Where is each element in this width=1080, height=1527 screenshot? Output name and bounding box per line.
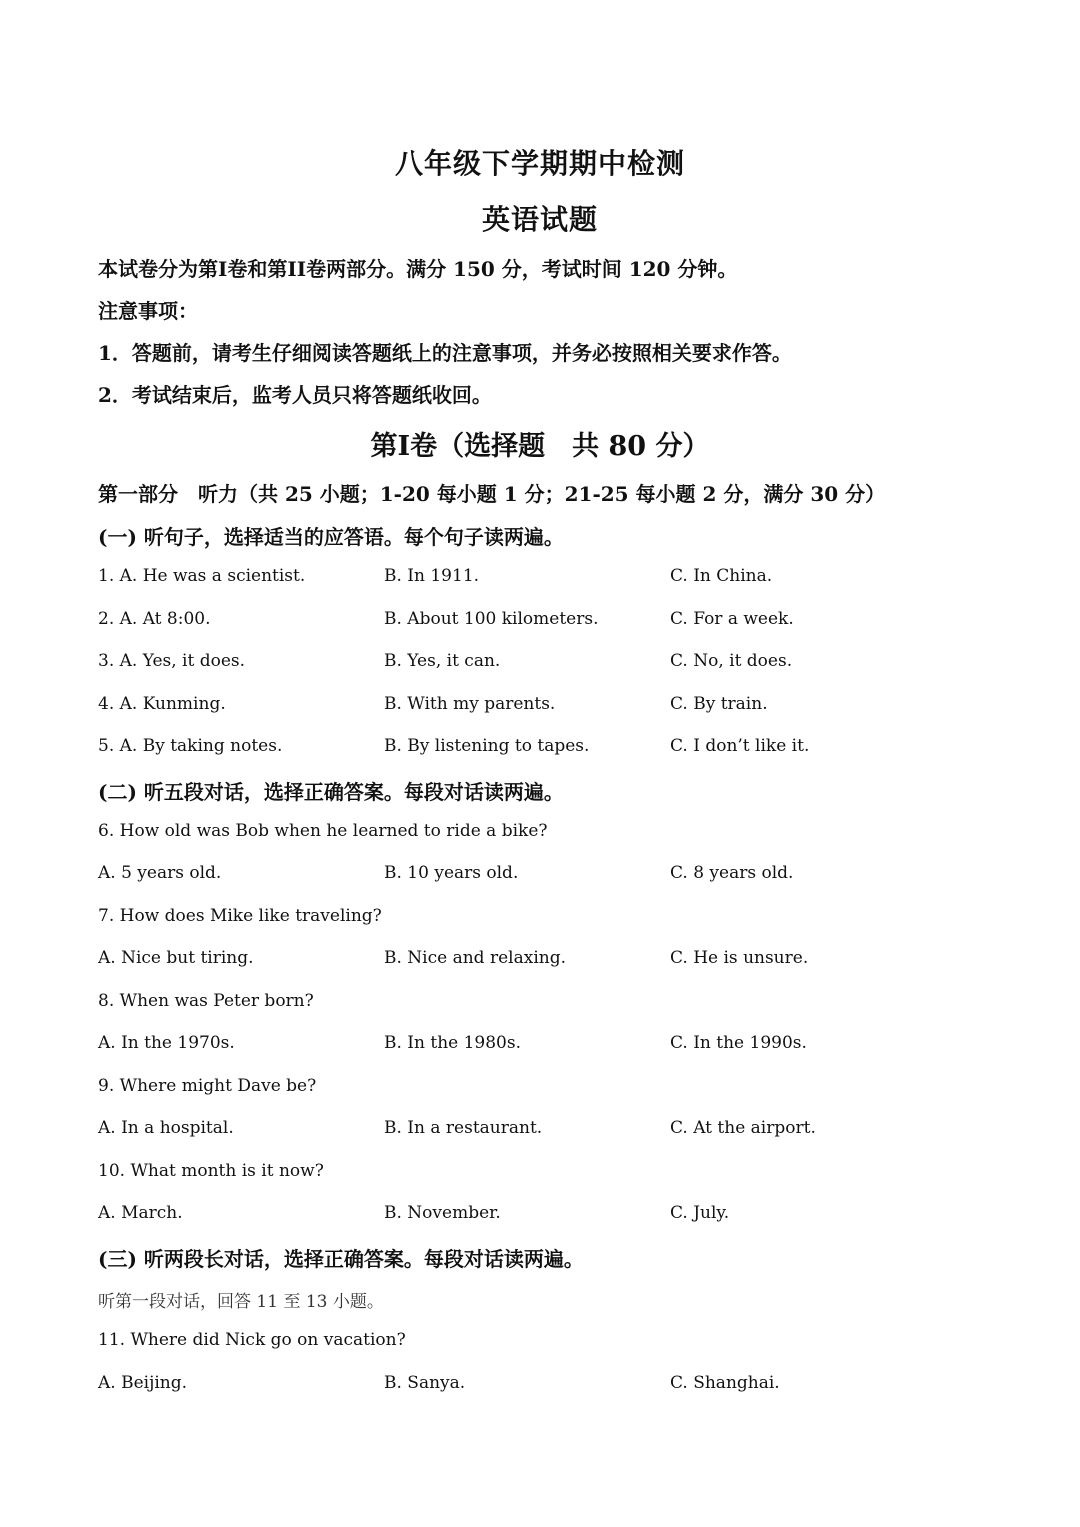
option-a: 5. A. By taking notes. (98, 736, 283, 756)
question-text: 10. What month is it now? (98, 1161, 324, 1181)
option-c: C. In China. (670, 566, 773, 586)
option-b: B. 10 years old. (384, 863, 519, 883)
section-one-heading: (一) 听句子，选择适当的应答语。每个句子读两遍。 (98, 525, 564, 549)
option-b: B. November. (384, 1203, 501, 1223)
option-c: C. Shanghai. (670, 1373, 780, 1393)
option-b: B. With my parents. (384, 694, 556, 714)
option-c: C. In the 1990s. (670, 1033, 807, 1053)
option-b: B. By listening to tapes. (384, 736, 590, 756)
option-b: B. Sanya. (384, 1373, 466, 1393)
notice-item-1: 1．答题前，请考生仔细阅读答题纸上的注意事项，并务必按照相关要求作答。 (98, 341, 792, 365)
question-text: 6. How old was Bob when he learned to ride a bike? (98, 821, 548, 841)
question-text: 9. Where might Dave be? (98, 1076, 317, 1096)
exam-description: 本试卷分为第I卷和第II卷两部分。满分 150 分，考试时间 120 分钟。 (98, 257, 738, 281)
option-a: 4. A. Kunming. (98, 694, 226, 714)
option-a: 2. A. At 8:00. (98, 609, 211, 629)
option-a: 1. A. He was a scientist. (98, 566, 306, 586)
option-b: B. In a restaurant. (384, 1118, 543, 1138)
question-text: 11. Where did Nick go on vacation? (98, 1330, 406, 1350)
section-two-heading: (二) 听五段对话，选择正确答案。每段对话读两遍。 (98, 780, 564, 804)
option-c: C. No, it does. (670, 651, 793, 671)
option-b: B. About 100 kilometers. (384, 609, 599, 629)
question-text: 8. When was Peter born? (98, 991, 314, 1011)
exam-subtitle: 英语试题 (481, 203, 598, 236)
section-three-hint: 听第一段对话，回答 11 至 13 小题。 (98, 1292, 384, 1312)
option-a: A. Beijing. (98, 1373, 188, 1393)
notice-label: 注意事项： (98, 299, 198, 323)
option-b: B. Nice and relaxing. (384, 948, 566, 968)
listening-heading: 第一部分 听力（共 25 小题；1-20 每小题 1 分；21-25 每小题 2 分，满分 30 分） (98, 482, 886, 506)
option-c: C. July. (670, 1203, 730, 1223)
option-c: C. I don’t like it. (670, 736, 810, 756)
option-a: 3. A. Yes, it does. (98, 651, 246, 671)
part-one-title: 第I卷（选择题 共 80 分） (370, 431, 710, 462)
option-a: A. In the 1970s. (98, 1033, 235, 1053)
option-b: B. In the 1980s. (384, 1033, 522, 1053)
option-b: B. Yes, it can. (384, 651, 501, 671)
exam-title: 八年级下学期期中检测 (394, 147, 685, 180)
option-c: C. 8 years old. (670, 863, 794, 883)
question-text: 7. How does Mike like traveling? (98, 906, 382, 926)
section-three-heading: (三) 听两段长对话，选择正确答案。每段对话读两遍。 (98, 1247, 584, 1271)
option-c: C. At the airport. (670, 1118, 816, 1138)
option-a: A. In a hospital. (98, 1118, 234, 1138)
option-b: B. In 1911. (384, 566, 480, 586)
option-a: A. March. (98, 1203, 183, 1223)
option-a: A. 5 years old. (98, 863, 222, 883)
option-a: A. Nice but tiring. (98, 948, 254, 968)
option-c: C. For a week. (670, 609, 794, 629)
option-c: C. By train. (670, 694, 768, 714)
notice-item-2: 2．考试结束后，监考人员只将答题纸收回。 (98, 383, 492, 407)
option-c: C. He is unsure. (670, 948, 809, 968)
